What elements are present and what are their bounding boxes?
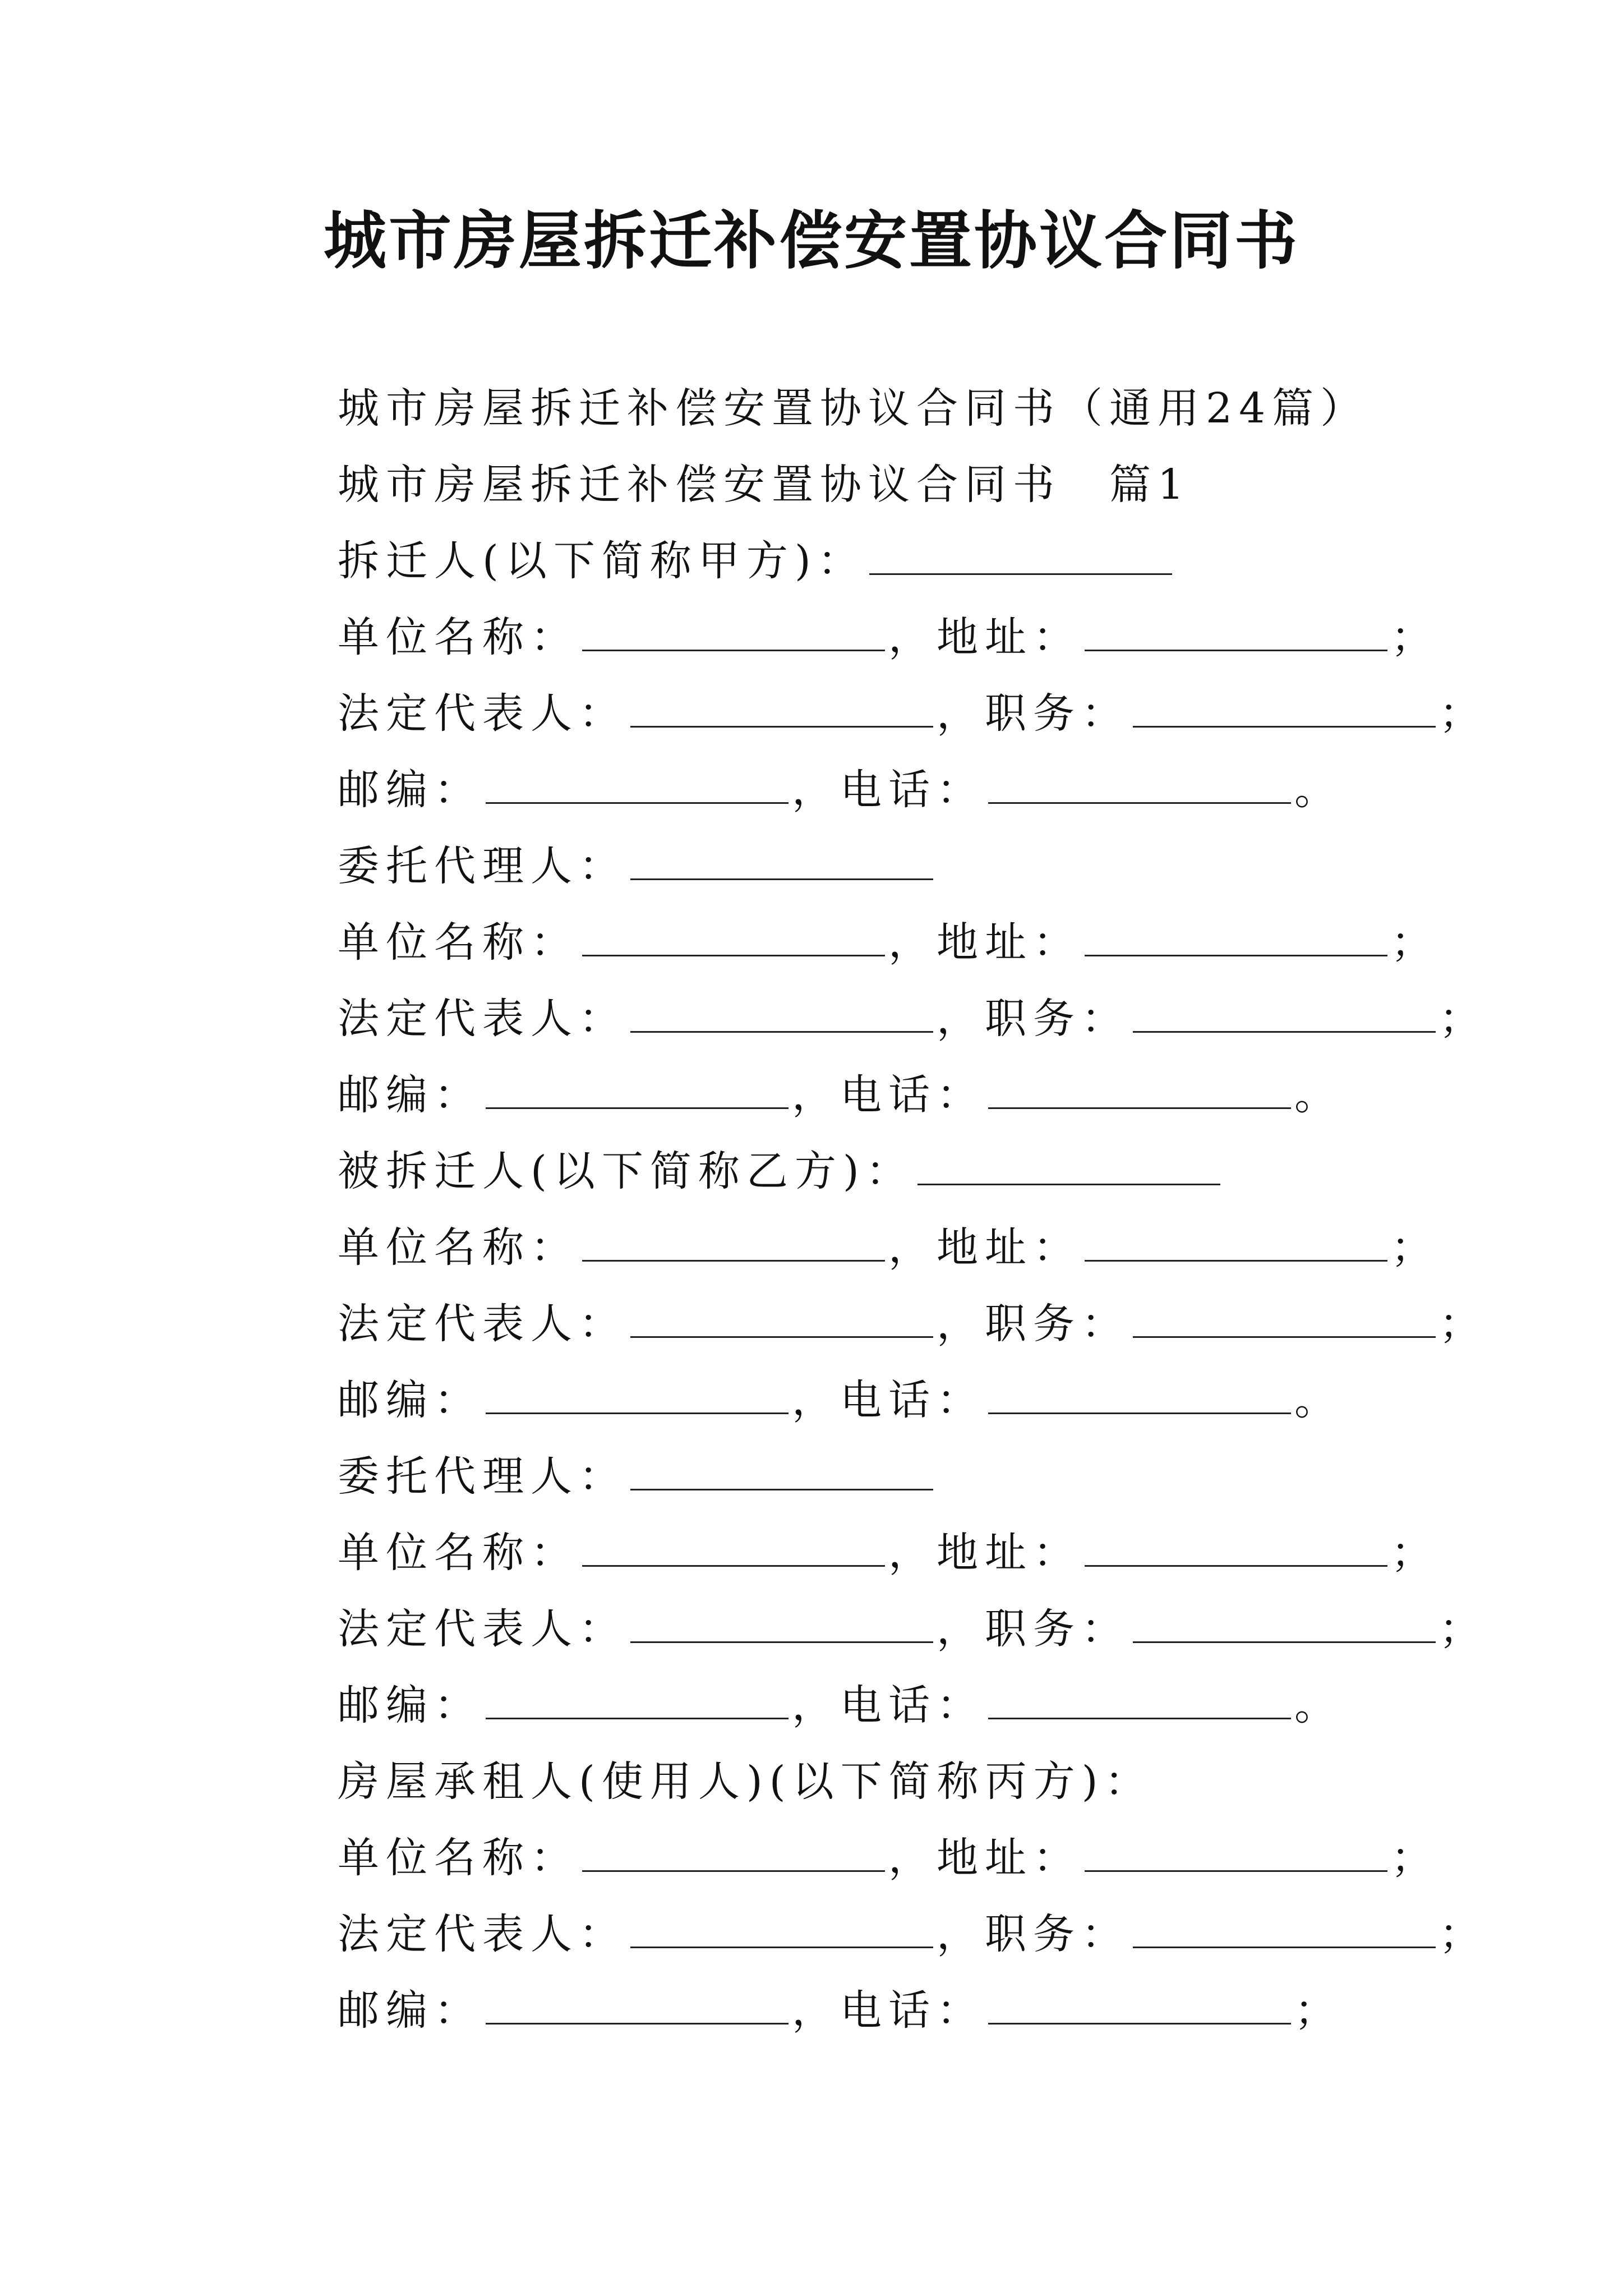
position-label: ，职务： <box>937 1910 1129 1958</box>
address-label: ，地址： <box>888 1834 1081 1882</box>
line-end-punct: ； <box>1391 1223 1439 1272</box>
legal-rep-label: 法定代表人： <box>338 689 627 738</box>
unit-name-label: 单位名称： <box>338 1529 579 1577</box>
line-end-punct: ； <box>1391 918 1439 967</box>
unit-name-label: 单位名称： <box>338 1834 579 1882</box>
phone-label: ，电话： <box>792 1986 985 2035</box>
line-end-punct: 。 <box>1294 766 1343 814</box>
position-label: ，职务： <box>937 1300 1129 1348</box>
fill-blank <box>917 1183 1220 1185</box>
postcode-phone-line <box>338 1667 1459 1743</box>
document-title: 城市房屋拆迁补偿安置协议合同书 <box>324 204 1299 278</box>
fill-blank <box>630 878 933 880</box>
line-end-punct: ； <box>1439 689 1487 738</box>
unit-name-label: 单位名称： <box>338 613 579 661</box>
legal-rep-label: 法定代表人： <box>338 1605 627 1653</box>
unit-name-label: 单位名称： <box>338 918 579 967</box>
unit-address-line <box>338 1515 1459 1591</box>
fill-blank <box>1133 1946 1436 1948</box>
party-a-label: 拆迁人(以下简称甲方)： <box>338 537 866 585</box>
fill-blank <box>582 1259 885 1262</box>
fill-blank <box>630 1336 933 1338</box>
agent-line <box>338 828 1459 904</box>
fill-blank <box>582 649 885 651</box>
fill-blank <box>486 1412 789 1414</box>
fill-blank <box>988 1412 1291 1414</box>
phone-label: ，电话： <box>792 1681 985 1729</box>
legal-rep-line <box>338 981 1487 1057</box>
legal-rep-line <box>338 1591 1487 1667</box>
position-label: ，职务： <box>937 995 1129 1043</box>
legal-rep-line <box>338 1896 1487 1972</box>
fill-blank <box>869 573 1172 575</box>
line-end-punct: 。 <box>1294 1681 1343 1729</box>
postcode-label: 邮编： <box>338 1986 482 2035</box>
line-end-punct: 。 <box>1294 1071 1343 1119</box>
fill-blank <box>988 2022 1291 2024</box>
unit-address-line <box>338 1820 1459 1896</box>
phone-label: ，电话： <box>792 1071 985 1119</box>
line-end-punct: ； <box>1439 1910 1487 1958</box>
party-a-line <box>338 523 1459 599</box>
fill-blank <box>1085 954 1387 956</box>
line-end-punct: ； <box>1391 1529 1439 1577</box>
postcode-label: 邮编： <box>338 766 482 814</box>
fill-blank <box>630 1946 933 1948</box>
postcode-phone-line <box>338 1057 1459 1133</box>
line-end-punct: ； <box>1439 995 1487 1043</box>
legal-rep-label: 法定代表人： <box>338 1910 627 1958</box>
postcode-label: 邮编： <box>338 1071 482 1119</box>
fill-blank <box>1085 1259 1387 1262</box>
line-end-punct: ； <box>1391 1834 1439 1882</box>
section-heading: 城市房屋拆迁补偿安置协议合同书 篇1 <box>338 461 1191 509</box>
address-label: ，地址： <box>888 918 1081 967</box>
fill-blank <box>1085 649 1387 651</box>
legal-rep-line <box>338 675 1487 752</box>
fill-blank <box>630 1030 933 1033</box>
line-end-punct: ； <box>1391 613 1439 661</box>
postcode-label: 邮编： <box>338 1376 482 1424</box>
fill-blank <box>1085 1870 1387 1872</box>
address-label: ，地址： <box>888 1529 1081 1577</box>
agent-label: 委托代理人： <box>338 1452 627 1501</box>
fill-blank <box>988 802 1291 804</box>
fill-blank <box>1085 1565 1387 1567</box>
party-c-line <box>338 1743 1459 1820</box>
party-b-line <box>338 1133 1459 1209</box>
position-label: ，职务： <box>937 689 1129 738</box>
unit-address-line <box>338 1209 1459 1286</box>
document-body <box>338 370 1487 2049</box>
legal-rep-label: 法定代表人： <box>338 995 627 1043</box>
postcode-phone-line <box>338 1362 1459 1438</box>
unit-address-line <box>338 599 1459 675</box>
fill-blank <box>630 1641 933 1643</box>
subtitle-line: 城市房屋拆迁补偿安置协议合同书（通用24篇） <box>338 384 1369 432</box>
fill-blank <box>486 1107 789 1109</box>
agent-label: 委托代理人： <box>338 842 627 890</box>
postcode-label: 邮编： <box>338 1681 482 1729</box>
postcode-phone-line <box>338 1972 1459 2049</box>
unit-address-line <box>338 904 1459 981</box>
fill-blank <box>582 954 885 956</box>
fill-blank <box>1133 1336 1436 1338</box>
address-label: ，地址： <box>888 1223 1081 1272</box>
position-label: ，职务： <box>937 1605 1129 1653</box>
party-c-label: 房屋承租人(使用人)(以下简称丙方)： <box>338 1757 1153 1806</box>
fill-blank <box>1133 1030 1436 1033</box>
fill-blank <box>630 725 933 728</box>
agent-line <box>338 1438 1459 1515</box>
fill-blank <box>486 802 789 804</box>
postcode-phone-line <box>338 752 1459 828</box>
legal-rep-label: 法定代表人： <box>338 1300 627 1348</box>
phone-label: ，电话： <box>792 1376 985 1424</box>
fill-blank <box>1133 725 1436 728</box>
phone-label: ，电话： <box>792 766 985 814</box>
address-label: ，地址： <box>888 613 1081 661</box>
fill-blank <box>630 1488 933 1490</box>
unit-name-label: 单位名称： <box>338 1223 579 1272</box>
fill-blank <box>486 1717 789 1719</box>
fill-blank <box>988 1107 1291 1109</box>
line-end-punct: ； <box>1439 1300 1487 1348</box>
party-b-label: 被拆迁人(以下简称乙方)： <box>338 1147 914 1195</box>
fill-blank <box>582 1870 885 1872</box>
line-end-punct: 。 <box>1294 1376 1343 1424</box>
fill-blank <box>1133 1641 1436 1643</box>
fill-blank <box>988 1717 1291 1719</box>
fill-blank <box>582 1565 885 1567</box>
line-end-punct: ； <box>1294 1986 1343 2035</box>
line-end-punct: ； <box>1439 1605 1487 1653</box>
fill-blank <box>486 2022 789 2024</box>
legal-rep-line <box>338 1286 1487 1362</box>
